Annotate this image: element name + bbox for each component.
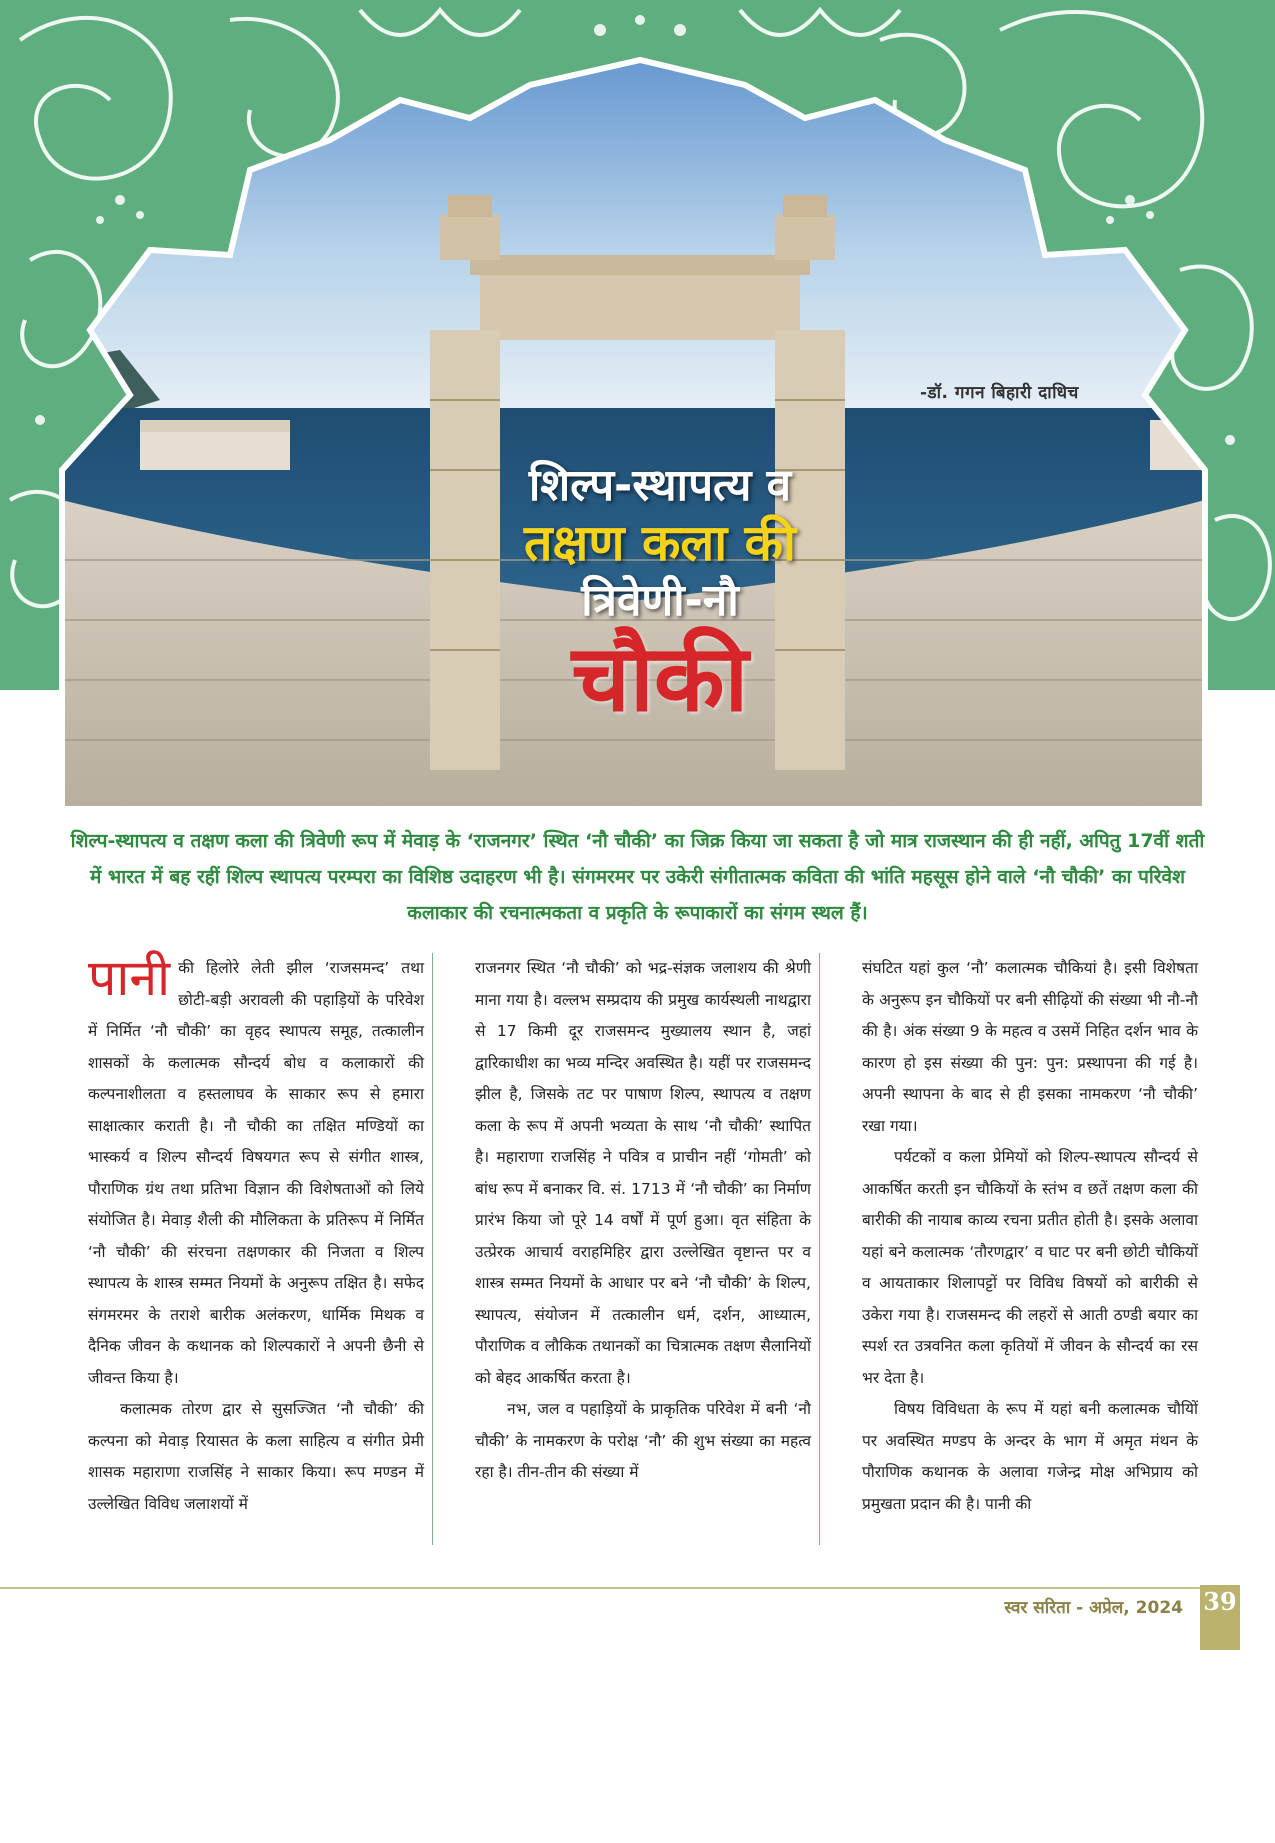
column-1: [88, 949, 424, 1520]
page-number: 39: [1200, 1585, 1240, 1650]
dropcap: पानी: [88, 949, 171, 1007]
article-body: [88, 949, 1205, 1843]
publication-footer: स्वर सरिता - अप्रेल, 2024: [1004, 1598, 1183, 1618]
paragraph: संघटित यहां कुल ‘नौ’ कलात्मक चौकियां है। इसी विशेषता के अनुरूप इन चौकियों पर बनी सीढ़ियों की संख्या भी नौ-नौ की है। अंक संख्या 9 के महत्व व उसमें निहित दर्शन भाव के कारण हो इस संख्या की पुन: पुन: प्रस्थापना की गई है। अपनी स्थापना के बाद से ही इसका नामकरण ‘नौ चौकी’ रखा गया।: [862, 959, 1198, 1135]
paragraph: विषय विविधता के रूप में यहां बनी कलात्मक चौयिों पर अवस्थित मण्डप के अन्दर के भाग में अमृत मंथन के पौराणिक कथानक के अलावा गजेन्द्र मोक्ष अभिप्राय को प्रमुखता प्रदान की है। पानी की: [862, 1400, 1198, 1513]
title-line-4: चौकी: [571, 624, 749, 732]
footer-rule: [0, 1587, 1200, 1589]
paragraph: [88, 949, 424, 1394]
intro-paragraph: शिल्प-स्थापत्य व तक्षण कला की त्रिवेणी रूप में मेवाड़ के ‘राजनगर’ स्थित ‘नौ चौकी’ का जिक्र किया जा सकता है जो मात्र राजस्थान की ही नहीं, अपितु 17वीं शती में भारत में बह रहीं शिल्प स्थापत्य परम्परा का विशिष्ठ उदाहरण भी है। संगमरमर पर उकेरी संगीतात्मक कविता की भांति महसूस होने वाले ‘नौ चौकी’ का परिवेश कलाकार की रचनात्मकता व प्रकृति के रूपाकारों का संगम स्थल हैं।: [70, 830, 1205, 924]
article-title: [470, 460, 850, 732]
title-line-1: शिल्प-स्थापत्य व: [528, 460, 792, 511]
title-line-2: तक्षण कला की: [524, 514, 796, 573]
paragraph: राजनगर स्थित ‘नौ चौकी’ को भद्र-संज्ञक जलाशय की श्रेणी माना गया है। वल्लभ सम्प्रदाय की प्रमुख कार्यस्थली नाथद्वारा से 17 किमी दूर राजसमन्द मुख्यालय स्थान है, जहां द्वारिकाधीश का भव्य मन्दिर अवस्थित है। यहीं पर राजसमन्द झील है, जिसके तट पर पाषाण शिल्प, स्थापत्य व तक्षण कला के रूप में अपनी भव्यता के साथ ‘नौ चौकी’ स्थापित है। महाराणा राजसिंह ने पवित्र व प्राचीन नहीं ‘गोमती’ को बांध रूप में बनाकर वि. सं. 1713 में ‘नौ चौकी’ का निर्माण प्रारंभ किया जो पूरे 14 वर्षों में पूर्ण हुआ। वृत संहिता के उत्प्रेरक आचार्य वराहमिहिर द्वारा उल्लेखित वृष्टान्त पर व शास्त्र सम्मत नियमों के आधार पर बने ‘नौ चौकी’ के शिल्प, स्थापत्य, संयोजन में तत्कालीन धर्म, दर्शन, आध्यात्म, पौराणिक व लौकिक तथानकों का चित्रात्मक तक्षण सैलानियों को बेहद आकर्षित करता है।: [475, 959, 811, 1387]
author-byline: -डॉ. गगन बिहारी दाधिच: [920, 383, 1079, 403]
column-3: [862, 953, 1198, 1520]
paragraph: कलात्मक तोरण द्वार से सुसज्जित ‘नौ चौकी’ की कल्पना को मेवाड़ रियासत के कला साहित्य व संगीत प्रेमी शासक महाराणा राजसिंह ने साकार किया। रूप मण्डन में उल्लेखित विविध जलाशयों में: [88, 1400, 424, 1513]
title-line-3: त्रिवेणी-नौ: [581, 575, 739, 627]
column-2: [475, 953, 811, 1489]
paragraph: नभ, जल व पहाड़ियों के प्राकृतिक परिवेश में बनी ‘नौ चौकी’ के नामकरण के परोक्ष ‘नौ’ की शुभ संख्या का महत्व रहा है। तीन-तीन की संख्या में: [475, 1400, 811, 1481]
paragraph: पर्यटकों व कला प्रेमियों को शिल्प-स्थापत्य सौन्दर्य से आकर्षित करती इन चौकियों के स्तंभ व छतें तक्षण कला की बारीकी की नायाब काव्य रचना प्रतीत होती है। इसके अलावा यहां बने कलात्मक ‘तौरणद्वार’ व घाट पर बनी छोटी चौकियों व आयताकार शिलापट्टों पर विविध विषयों को बारीकी से उकेरा गया है। राजसमन्द की लहरों से आती ठण्डी बयार का स्पर्श रत उत्रवनित कला कृतियों में जीवन के सौन्दर्य का रस भर देता है।: [862, 1148, 1198, 1387]
paragraph-text: की हिलोरे लेती झील ‘राजसमन्द’ तथा छोटी-बड़ी अरावली की पहाड़ियों के परिवेश में निर्मित ‘नौ चौकी’ का वृहद स्थापत्य समूह, तत्कालीन शासकों के कलात्मक सौन्दर्य बोध व कलाकारों की कल्पनाशीलता व हस्तलाघव के साकार रूप से हमारा साक्षात्कार कराती है। नौ चौकी का तक्षित मण्डियों का भास्कर्य व शिल्प सौन्दर्य विषयगत रूप से संगीत शास्त्र, पौराणिक ग्रंथ तथा प्रतिभा विज्ञान की विशेषताओं को लिये संयोजित है। मेवाड़ शैली की मौलिकता के प्रतिरूप में निर्मित ‘नौ चौकी’ की संरचना तक्षणकार की निजता व शिल्प स्थापत्य के शास्त्र सम्मत नियमों के अनुरूप तक्षित है। सफेद संगमरमर के तराशे बारीक अलंकरण, धार्मिक मिथक व दैनिक जीवन के कथानक को शिल्पकारों ने अपनी छैनी से जीवन्त किया है।: [88, 959, 424, 1387]
